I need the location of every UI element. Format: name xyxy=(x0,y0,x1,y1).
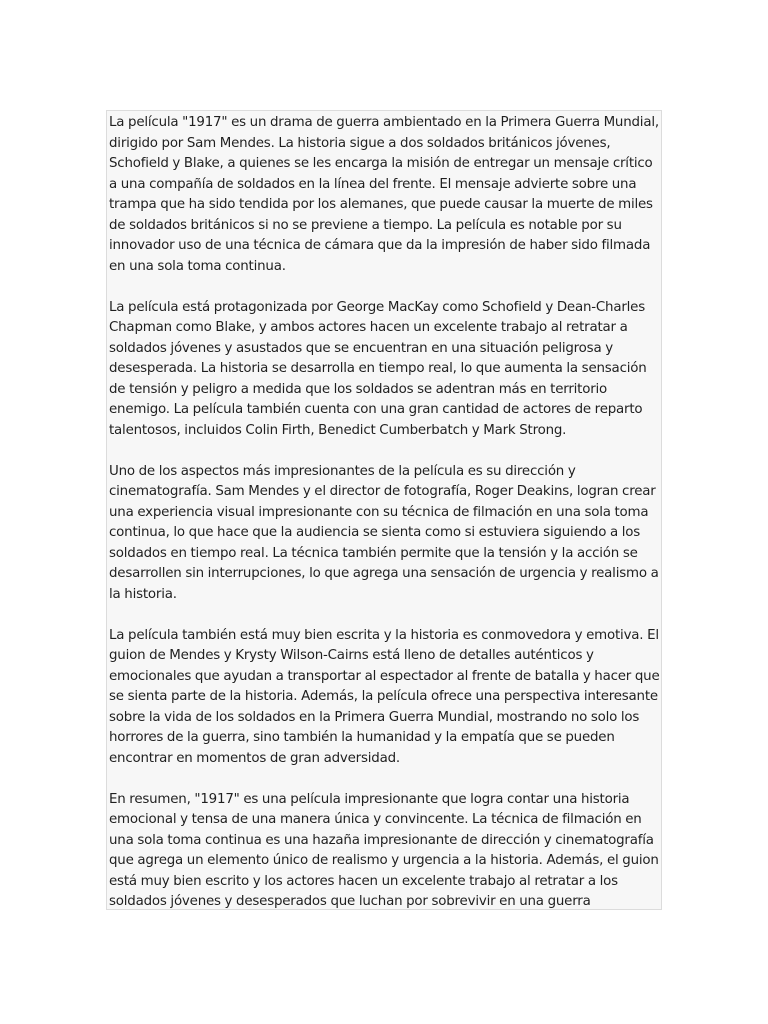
paragraph-2: La película está protagonizada por George MacKay como Schofield y Dean-Charles Chapman como Blake, y ambos actores hacen un excelente trabajo al retratar a soldados jóvenes y asustados que se encuentran en una situación peligrosa y desesperada. La historia se desarrolla en tiempo real, lo que aumenta la sensación de tensión y peligro a medida que los soldados se adentran más en territorio enemigo. La película también cuenta con una gran cantidad de actores de reparto talentosos, incluidos Colin Firth, Benedict Cumberbatch y Mark Strong. xyxy=(109,299,647,438)
paragraph-1: La película "1917" es un drama de guerra ambientado en la Primera Guerra Mundial, dirigido por Sam Mendes. La historia sigue a dos soldados británicos jóvenes, Schofield y Blake, a quienes se les encarga la misión de entregar un mensaje crítico a una compañía de soldados en la línea del frente. El mensaje advierte sobre una trampa que ha sido tendida por los alemanes, que puede causar la muerte de miles de soldados británicos si no se previene a tiempo. La película es notable por su innovador uso de una técnica de cámara que da la impresión de haber sido filmada en una sola toma continua. xyxy=(109,115,659,274)
paragraph-5: En resumen, "1917" es una película impresionante que logra contar una historia emocional y tensa de una manera única y convincente. La técnica de filmación en una sola toma continua es una hazaña impresionante de dirección y cinematografía que agrega un elemento único de realismo y urgencia a la historia. Además, el guion está muy bien escrito y los actores hacen un excelente trabajo al retratar a los soldados jóvenes y desesperados que luchan por sobrevivir en una guerra xyxy=(109,791,659,909)
paragraph-4: La película también está muy bien escrita y la historia es conmovedora y emotiva. El guion de Mendes y Krysty Wilson-Cairns está lleno de detalles auténticos y emocionales que ayudan a transportar al espectador al frente de batalla y hacer que se sienta parte de la historia. Además, la película ofrece una perspectiva interesante sobre la vida de los soldados en la Primera Guerra Mundial, mostrando no solo los horrores de la guerra, sino también la humanidad y la empatía que se pueden encontrar en momentos de gran adversidad. xyxy=(109,627,660,766)
paragraph-3: Uno de los aspectos más impresionantes de la película es su dirección y cinematografía. Sam Mendes y el director de fotografía, Roger Deakins, logran crear una experiencia visual impresionante con su técnica de filmación en una sola toma continua, lo que hace que la audiencia se sienta como si estuviera siguiendo a los soldados en tiempo real. La técnica también permite que la tensión y la acción se desarrollen sin interrupciones, lo que agrega una sensación de urgencia y realismo a la historia. xyxy=(109,463,659,602)
document-page xyxy=(106,110,662,910)
